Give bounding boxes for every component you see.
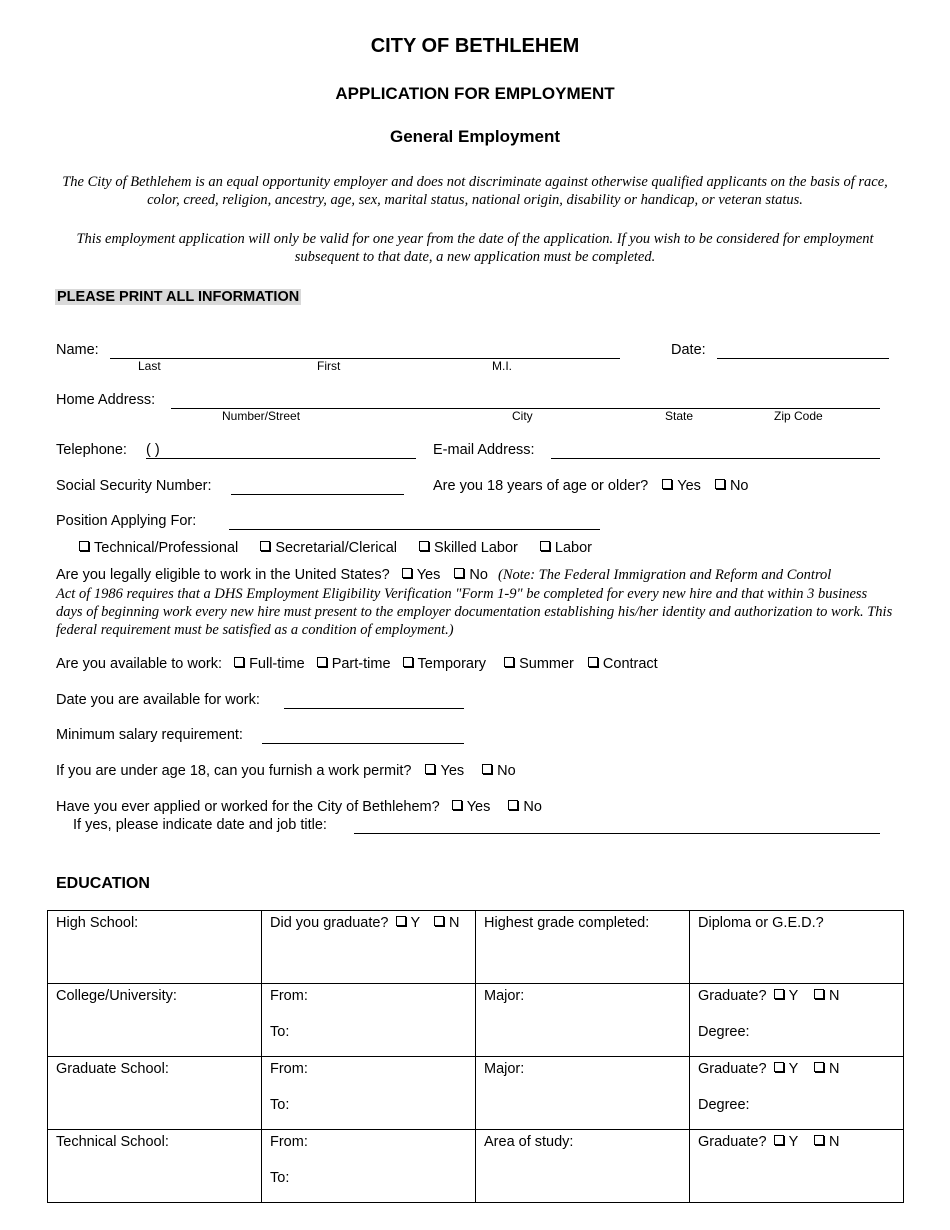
pos-secretarial-checkbox[interactable] bbox=[260, 541, 270, 551]
table-row bbox=[48, 911, 904, 984]
edu-dates-cell[interactable]: From: To: bbox=[262, 984, 476, 1057]
avail-fulltime-checkbox[interactable] bbox=[234, 657, 244, 667]
applied-detail-input[interactable] bbox=[354, 818, 880, 834]
applied-no-checkbox[interactable] bbox=[508, 800, 518, 810]
date-input[interactable] bbox=[717, 343, 889, 359]
date-label: Date: bbox=[671, 342, 706, 358]
position-label: Position Applying For: bbox=[56, 513, 197, 529]
form-subtitle: APPLICATION FOR EMPLOYMENT bbox=[335, 84, 615, 103]
address-input[interactable] bbox=[171, 393, 880, 409]
permit-question: If you are under age 18, can you furnish a work permit? Yes No bbox=[56, 763, 516, 779]
avail-parttime-checkbox[interactable] bbox=[317, 657, 327, 667]
validity-notice: This employment application will only be valid for one year from the date of the application. If you wish to be considered for employment subsequent to that date, a new application must be completed. bbox=[76, 231, 874, 265]
gradschool-grad-yes-checkbox[interactable] bbox=[774, 1062, 784, 1072]
edu-grad-cell[interactable]: Graduate? Y N Degree: bbox=[690, 1057, 904, 1130]
edu-school-cell[interactable]: Graduate School: bbox=[48, 1057, 262, 1130]
applied-yes-checkbox[interactable] bbox=[452, 800, 462, 810]
eligible-yes-checkbox[interactable] bbox=[402, 568, 412, 578]
email-label: E-mail Address: bbox=[433, 442, 535, 458]
pos-technical-checkbox[interactable] bbox=[79, 541, 89, 551]
pos-labor-checkbox[interactable] bbox=[540, 541, 550, 551]
eligible-note-start: (Note: The Federal Immigration and Reform and Control bbox=[497, 567, 832, 583]
addr-zip-caption: Zip Code bbox=[774, 409, 823, 423]
applied-detail-label: If yes, please indicate date and job title: bbox=[73, 817, 327, 833]
form-title: CITY OF BETHLEHEM bbox=[370, 35, 580, 57]
age18-question: Are you 18 years of age or older? Yes No bbox=[433, 478, 749, 494]
eligible-question: Are you legally eligible to work in the United States? Yes No (Note: The Federal Immigration and Reform and Control bbox=[56, 567, 832, 583]
address-label: Home Address: bbox=[56, 392, 156, 408]
permit-yes-checkbox[interactable] bbox=[425, 764, 435, 774]
telephone-area-code: ( ) bbox=[146, 442, 160, 458]
applied-question: Have you ever applied or worked for the City of Bethlehem? Yes No bbox=[56, 799, 542, 815]
name-first-caption: First bbox=[317, 359, 341, 373]
print-notice: PLEASE PRINT ALL INFORMATION bbox=[57, 289, 300, 305]
edu-school-cell[interactable]: High School: bbox=[48, 911, 262, 984]
education-title: EDUCATION bbox=[56, 875, 150, 892]
tech-grad-yes-checkbox[interactable] bbox=[774, 1135, 784, 1145]
table-row bbox=[48, 984, 904, 1057]
date-available-input[interactable] bbox=[284, 693, 464, 709]
edu-grade-cell[interactable]: Highest grade completed: bbox=[476, 911, 690, 984]
avail-temporary-checkbox[interactable] bbox=[403, 657, 413, 667]
telephone-label: Telephone: bbox=[56, 442, 127, 458]
hs-grad-yes-checkbox[interactable] bbox=[396, 916, 406, 926]
tech-grad-no-checkbox[interactable] bbox=[814, 1135, 824, 1145]
salary-label: Minimum salary requirement: bbox=[56, 727, 243, 743]
table-row bbox=[48, 1057, 904, 1130]
college-grad-yes-checkbox[interactable] bbox=[774, 989, 784, 999]
name-input[interactable] bbox=[110, 343, 620, 359]
addr-state-caption: State bbox=[665, 409, 694, 423]
ssn-input[interactable] bbox=[231, 479, 404, 495]
edu-major-cell[interactable]: Major: bbox=[476, 1057, 690, 1130]
form-category: General Employment bbox=[389, 127, 561, 146]
position-input[interactable] bbox=[229, 514, 600, 530]
available-question: Are you available to work: Full-time Part-time Temporary Summer Contract bbox=[56, 656, 658, 672]
eligible-no-checkbox[interactable] bbox=[454, 568, 464, 578]
name-label: Name: bbox=[56, 342, 99, 358]
addr-street-caption: Number/Street bbox=[222, 409, 301, 423]
name-last-caption: Last bbox=[138, 359, 161, 373]
name-mi-caption: M.I. bbox=[492, 359, 512, 373]
edu-dates-cell[interactable]: From: To: bbox=[262, 1130, 476, 1203]
edu-diploma-cell[interactable]: Diploma or G.E.D.? bbox=[690, 911, 904, 984]
edu-study-cell[interactable]: Area of study: bbox=[476, 1130, 690, 1203]
edu-grad-cell[interactable]: Graduate? Y N bbox=[690, 1130, 904, 1203]
eligible-note: Act of 1986 requires that a DHS Employment Eligibility Verification "Form 1-9" be completed for every new hire and that within 3 business days of beginning work every new hire must present to the employer documentation establishing his/her identity and authorization to work. This federal requirement must be satisfied as a condition of employment.) bbox=[56, 586, 893, 638]
table-row bbox=[48, 1130, 904, 1203]
permit-no-checkbox[interactable] bbox=[482, 764, 492, 774]
addr-city-caption: City bbox=[512, 409, 533, 423]
email-input[interactable] bbox=[551, 443, 880, 459]
eeo-notice: The City of Bethlehem is an equal opportunity employer and does not discriminate against otherwise qualified applicants on the basis of race, color, creed, religion, ancestry, age, sex, marital status, national origin, disability or handicap, or veteran status. bbox=[62, 174, 888, 208]
age18-no-checkbox[interactable] bbox=[715, 479, 725, 489]
date-available-label: Date you are available for work: bbox=[56, 692, 260, 708]
age18-yes-checkbox[interactable] bbox=[662, 479, 672, 489]
edu-school-cell[interactable]: College/University: bbox=[48, 984, 262, 1057]
gradschool-grad-no-checkbox[interactable] bbox=[814, 1062, 824, 1072]
edu-major-cell[interactable]: Major: bbox=[476, 984, 690, 1057]
edu-grad-cell[interactable]: Graduate? Y N Degree: bbox=[690, 984, 904, 1057]
hs-grad-no-checkbox[interactable] bbox=[434, 916, 444, 926]
telephone-input[interactable] bbox=[146, 443, 416, 459]
edu-dates-cell[interactable]: From: To: bbox=[262, 1057, 476, 1130]
avail-summer-checkbox[interactable] bbox=[504, 657, 514, 667]
edu-graduate-cell[interactable]: Did you graduate? Y N bbox=[262, 911, 476, 984]
pos-skilled-checkbox[interactable] bbox=[419, 541, 429, 551]
college-grad-no-checkbox[interactable] bbox=[814, 989, 824, 999]
avail-contract-checkbox[interactable] bbox=[588, 657, 598, 667]
edu-school-cell[interactable]: Technical School: bbox=[48, 1130, 262, 1203]
position-options: Technical/Professional Secretarial/Clerical Skilled Labor Labor bbox=[76, 540, 592, 556]
education-table bbox=[47, 910, 904, 1203]
salary-input[interactable] bbox=[262, 728, 464, 744]
ssn-label: Social Security Number: bbox=[56, 478, 212, 494]
